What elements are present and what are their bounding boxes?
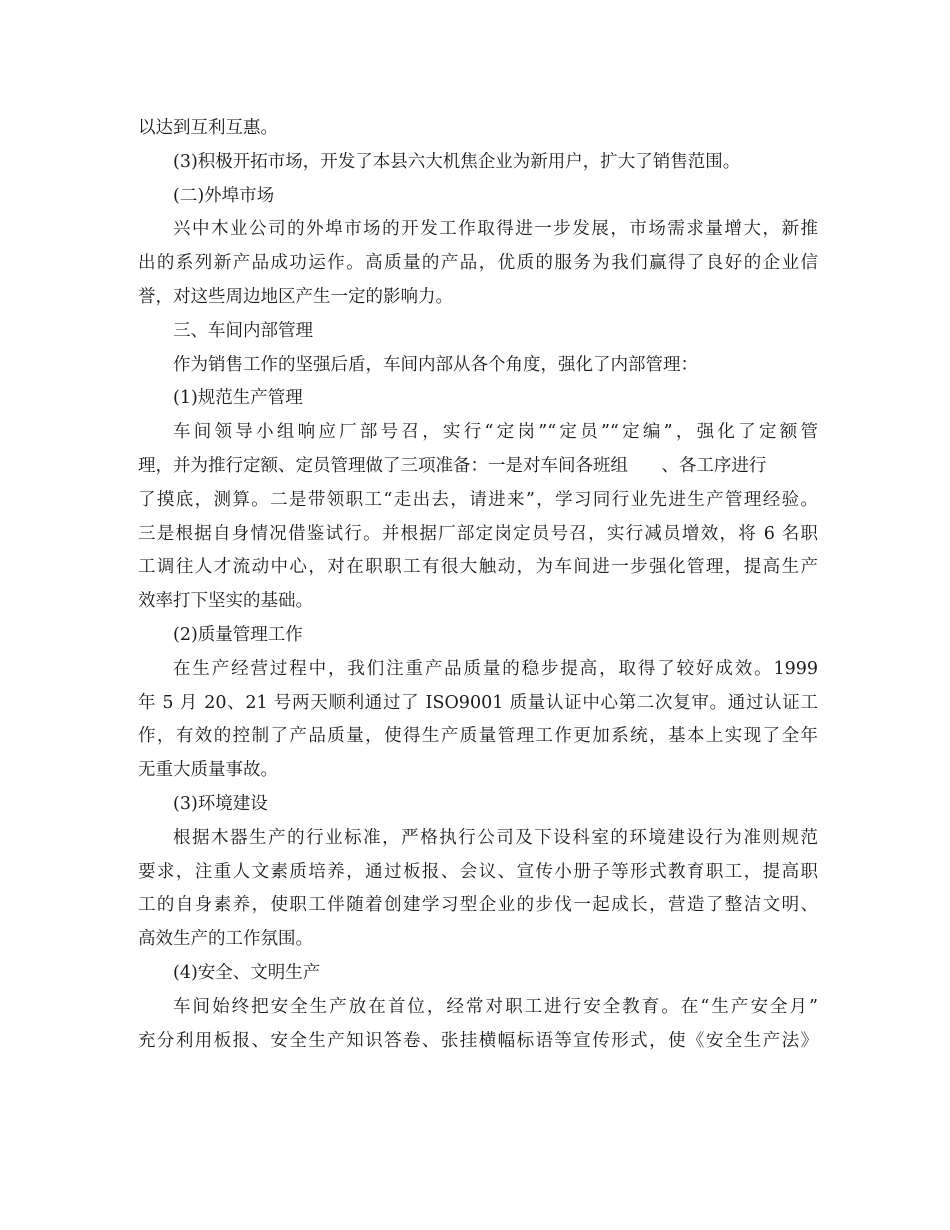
text-line: 在生产经营过程中，我们注重产品质量的稳步提高，取得了较好成效。1999	[173, 658, 818, 679]
text-line: 理，并为推行定额、定员管理做了三项准备：一是对车间各班组 、各工序进行	[138, 455, 767, 476]
text-line: 年 5 月 20、21 号两天顺利通过了 ISO9001 质量认证中心第二次复审。通过认证工	[138, 692, 818, 713]
text-line: 兴中木业公司的外埠市场的开发工作取得进一步发展，市场需求量增大，新推	[173, 219, 818, 240]
text-line: 出的系列新产品成功运作。高质量的产品，优质的服务为我们赢得了良好的企业信	[138, 253, 818, 274]
text-line: 要求，注重人文素质培养，通过板报、会议、宣传小册子等形式教育职工，提高职	[138, 861, 818, 882]
text-line: 充分利用板报、安全生产知识答卷、张挂横幅标语等宣传形式，使《安全生产法》	[138, 1030, 818, 1051]
text-line: 效率打下坚实的基础。	[138, 591, 313, 612]
text-line: 车间始终把安全生产放在首位，经常对职工进行安全教育。在“生产安全月”	[173, 996, 818, 1017]
document-body	[138, 112, 818, 1058]
text-line: 誉，对这些周边地区产生一定的影响力。	[138, 286, 453, 307]
section-heading: (3)环境建设	[173, 793, 268, 814]
text-line: 根据木器生产的行业标准，严格执行公司及下设科室的环境建设行为准则规范	[173, 827, 818, 848]
text-line: 工的自身素养，使职工伴随着创建学习型企业的步伐一起成长，营造了整洁文明、	[138, 895, 818, 916]
text-line: 无重大质量事故。	[138, 760, 278, 781]
text-line: 三是根据自身情况借鉴试行。并根据厂部定岗定员号召，实行减员增效，将 6 名职	[138, 523, 818, 544]
text-line: 工调往人才流动中心，对在职职工有很大触动，为车间进一步强化管理，提高生产	[138, 557, 818, 578]
section-heading: (1)规范生产管理	[173, 388, 303, 409]
text-line: (3)积极开拓市场，开发了本县六大机焦企业为新用户，扩大了销售范围。	[173, 151, 741, 172]
text-line: 车间领导小组响应厂部号召，实行“定岗”“定员”“定编”，强化了定额管	[173, 422, 818, 443]
text-line: 作为销售工作的坚强后盾，车间内部从各个角度，强化了内部管理：	[173, 354, 698, 375]
section-heading: (4)安全、文明生产	[173, 962, 321, 983]
text-line: 作，有效的控制了产品质量，使得生产质量管理工作更加系统，基本上实现了全年	[138, 726, 818, 747]
text-line: 高效生产的工作氛围。	[138, 929, 313, 950]
section-heading: (二)外埠市场	[173, 185, 275, 206]
text-line: 了摸底，测算。二是带领职工“走出去，请进来”，学习同行业先进生产管理经验。	[138, 489, 818, 510]
section-heading: (2)质量管理工作	[173, 624, 303, 645]
section-heading: 三、车间内部管理	[173, 320, 313, 341]
text-line: 以达到互利互惠。	[138, 118, 278, 138]
